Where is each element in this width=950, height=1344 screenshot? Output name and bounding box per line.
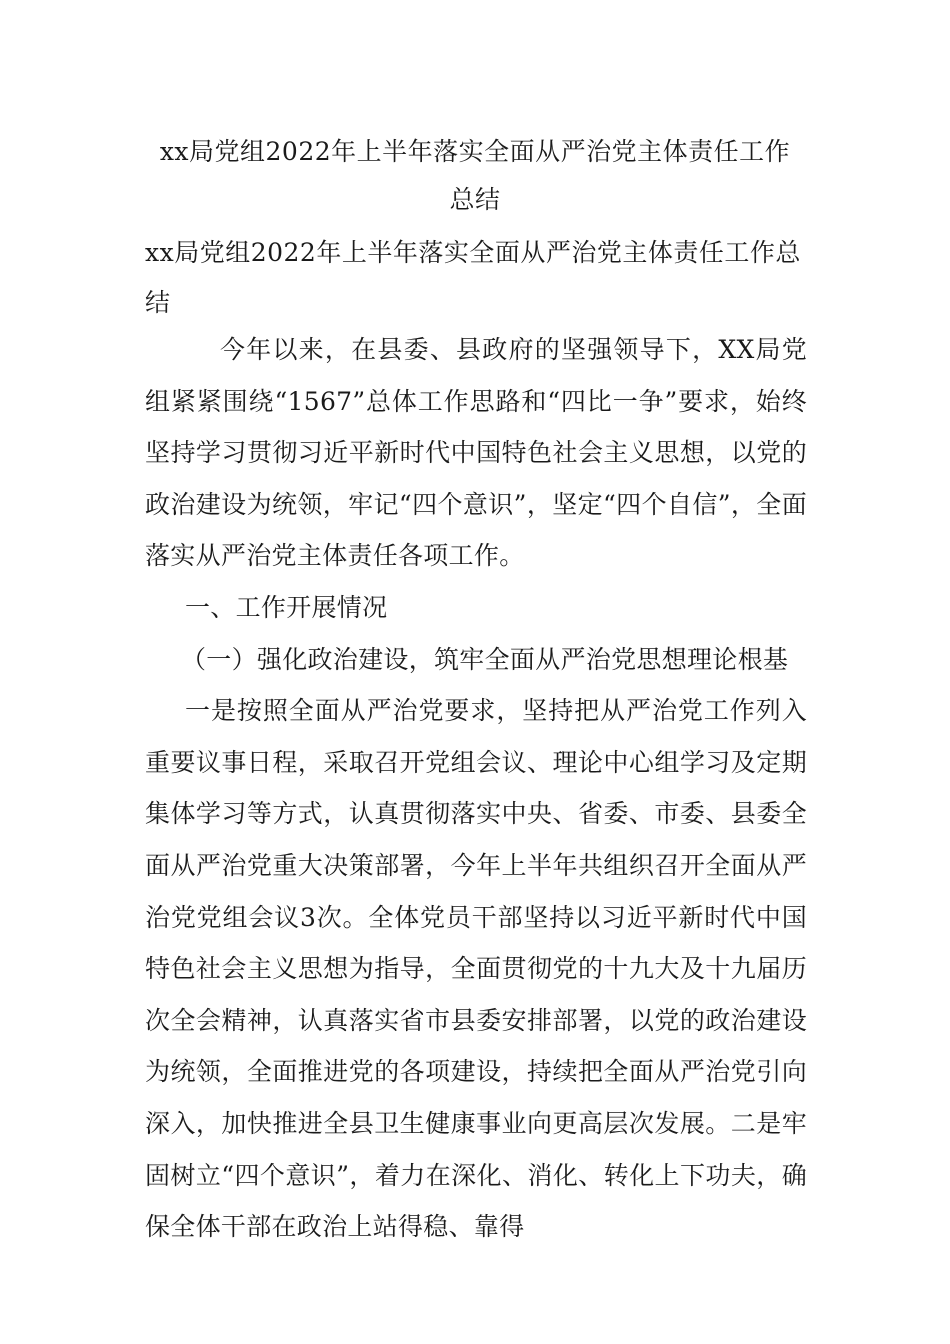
document-body — [145, 324, 807, 1253]
document-title-line-2: 总结 — [449, 185, 501, 214]
document-title-repeat: xx局党组2022年上半年落实全面从严治党主体责任工作总结 — [145, 238, 801, 317]
section-heading: 一、工作开展情况 — [185, 592, 388, 622]
body-paragraph: 一是按照全面从严治党要求，坚持把从严治党工作列入重要议事日程，采取召开党组会议、理论中心组学习及定期集体学习等方式，认真贯彻落实中央、省委、市委、县委全面从严治党重大决策部署，今年上半年共组织召开全面从严治党党组会议3次。全体党员干部坚持以习近平新时代中国特色社会主义思想为指导，全面贯彻党的十九大及十九届历次全会精神，认真落实省市县委安排部署，以党的政治建设为统领，全面推进党的各项建设，持续把全面从严治党引向深入，加快推进全县卫生健康事业向更高层次发展。二是牢固树立“四个意识”，着力在深化、消化、转化上下功夫，确保全体干部在政治上站得稳、靠得 — [145, 696, 807, 1242]
document-title — [140, 128, 810, 224]
subsection-heading: （一）强化政治建设，筑牢全面从严治党思想理论根基 — [181, 644, 789, 674]
document-title-line-1: xx局党组2022年上半年落实全面从严治党主体责任工作 — [159, 137, 791, 166]
intro-paragraph: 今年以来，在县委、县政府的坚强领导下，XX局党组紧紧围绕“1567”总体工作思路和“四比一争”要求，始终坚持学习贯彻习近平新时代中国特色社会主义思想，以党的政治建设为统领，牢记“四个意识”，坚定“四个自信”，全面落实从严治党主体责任各项工作。 — [145, 335, 807, 571]
